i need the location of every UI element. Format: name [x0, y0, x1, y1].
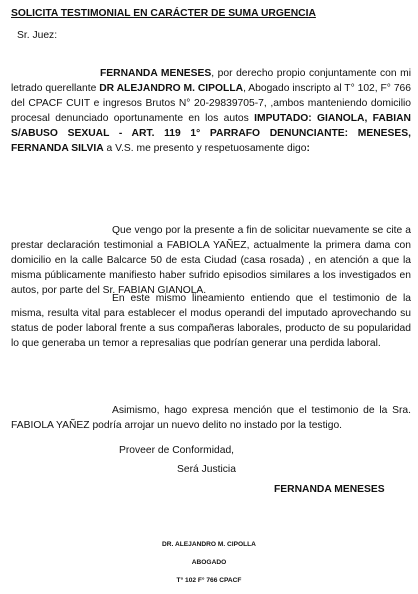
paragraph-presentation [11, 67, 411, 156]
document-title: SOLICITA TESTIMONIAL EN CARÁCTER DE SUMA URGENCIA [11, 8, 316, 19]
lawyer-signature-name: DR. ALEJANDRO M. CIPOLLA [162, 541, 256, 548]
paragraph-text: a V.S. me presento y respetuosamente digo [103, 142, 307, 154]
case-caption: IMPUTADO: GIANOLA, FABIAN S/ABUSO SEXUAL - ART. 119 1° PARRAFO DENUNCIANTE: MENESES, FERNANDA SILVIA [11, 112, 411, 154]
paragraph-text: , Abogado inscripto al T° 102, F° 766 del CPACF CUIT e ingresos Brutos N° 20-29839705-7, ,ambos manteniendo domicilio procesal denunciado oportunamente en los autos [11, 82, 411, 124]
greeting: Sr. Juez: [17, 30, 58, 41]
lawyer-name: DR ALEJANDRO M. CIPOLLA [99, 82, 244, 94]
paragraph-request: Que vengo por la presente a fin de solicitar nuevamente se cite a prestar declaración testimonial a FABIOLA YAÑEZ, actualmente la primera dama con domicilio en la calle Balcarce 50 de esta Ciudad (casa rosada) , en atención a que la misma públicamente manifiesto haber sufrido episodios similares a los investigados en autos, por parte del Sr. FABIAN GIANOLA. [11, 225, 411, 296]
lawyer-signature-title: ABOGADO [191, 559, 227, 566]
colon: : [306, 142, 310, 154]
paragraph-rationale: En este mismo lineamiento entiendo que el testimonio de la misma, resulta vital para establecer el modus operandi del imputado aprovechando su status de poder laboral frente a sus compañeras laborales, producto de su popularidad lo que generaba un temor a represalias que podrían generar una perdida laboral. [11, 293, 411, 349]
lawyer-signature-registration: T° 102 F° 766 CPACF [176, 577, 242, 584]
plaintiff-name: FERNANDA MENESES [100, 68, 212, 79]
paragraph-text: , por derecho propio conjuntamente con mi letrado querellante [11, 68, 412, 94]
signature-name: FERNANDA MENESES [274, 484, 385, 495]
closing-line-2: Será Justicia [177, 464, 236, 475]
closing-line-1: Proveer de Conformidad, [119, 445, 235, 456]
paragraph-additional: Asimismo, hago expresa mención que el testimonio de la Sra. FABIOLA YAÑEZ podría arrojar un nuevo delito no instado por la testigo. [11, 405, 411, 431]
